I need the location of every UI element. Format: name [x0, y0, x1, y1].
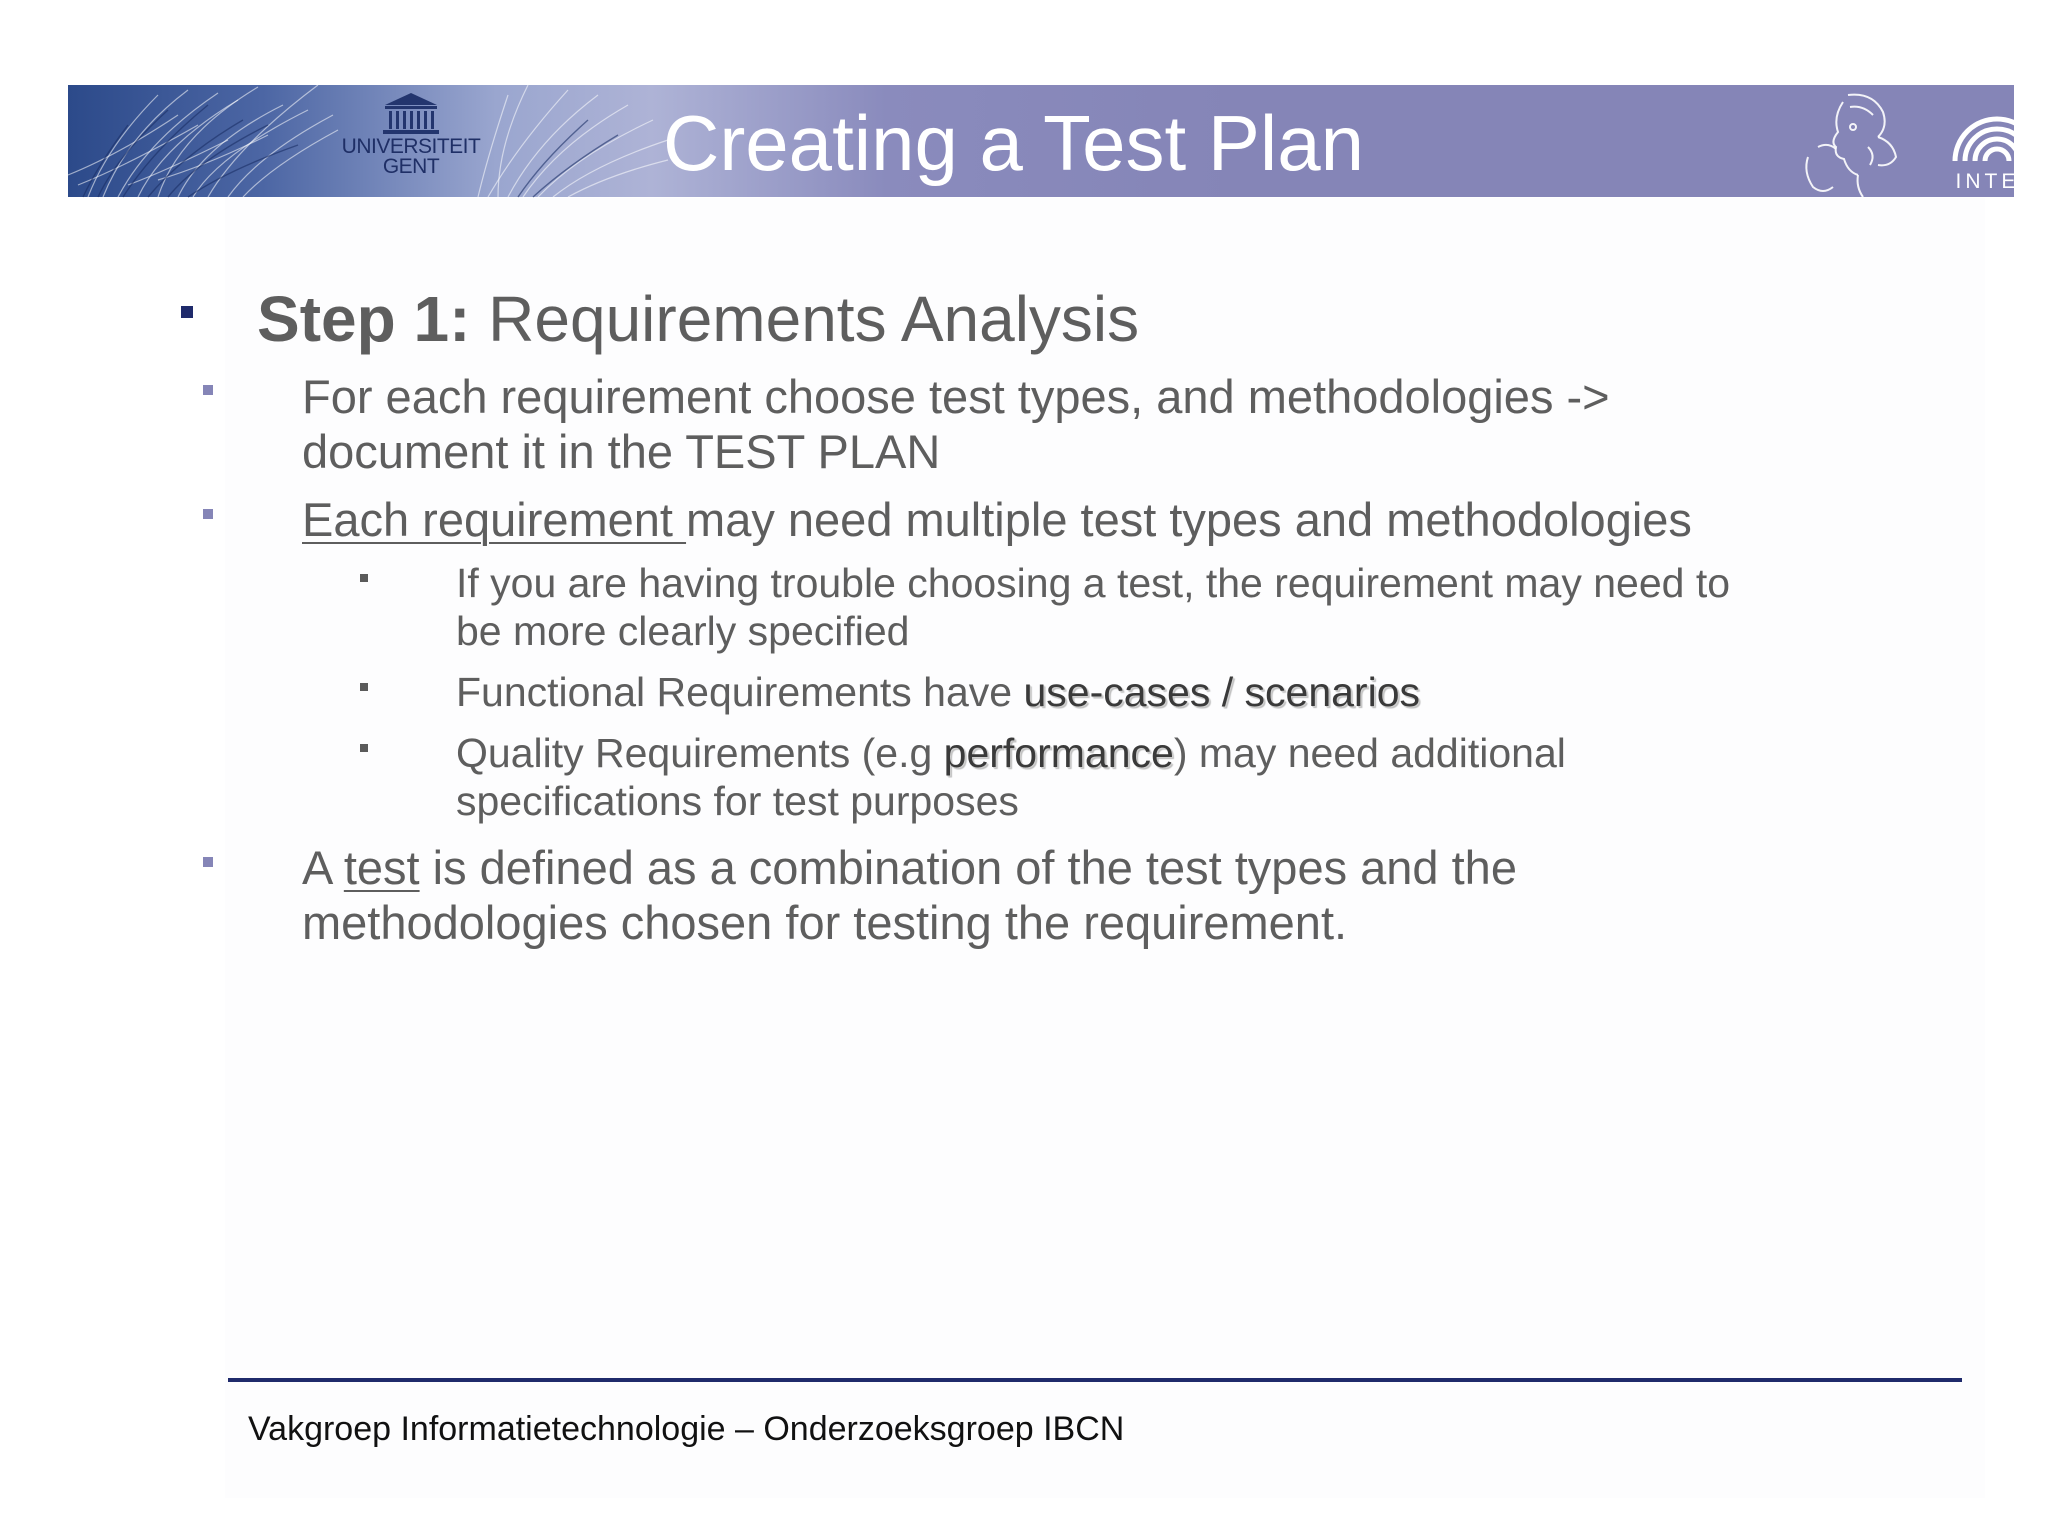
footer-divider — [228, 1378, 1962, 1382]
item2-underlined: Each requirement — [302, 493, 687, 546]
bullet-icon — [181, 306, 193, 318]
sub2-emphasis: use-cases / scenarios — [1023, 669, 1420, 715]
item1-line2: document it in the TEST PLAN — [302, 425, 941, 478]
intec-logo-text: INTEC — [1955, 170, 2039, 193]
item1-line1: For each requirement choose test types, and methodologies -> — [302, 370, 1610, 423]
bullet-icon — [360, 683, 368, 691]
sub3-pre: Quality Requirements (e.g — [456, 730, 944, 776]
bullet-icon — [203, 385, 213, 395]
header-banner — [68, 85, 2039, 197]
item3-rest: is defined as a combination of the test types and the — [419, 841, 1517, 894]
item3-pre: A — [302, 841, 344, 894]
item3-line1 — [302, 840, 1517, 896]
athena-icon — [1778, 87, 1908, 197]
ugent-logo — [336, 91, 486, 191]
sub3-post: ) may need additional — [1173, 730, 1566, 776]
item2-rest: may need multiple test types and methodologies — [686, 493, 1692, 546]
sub3-emphasis: performance — [943, 730, 1174, 776]
ugent-logo-line1: UNIVERSITEIT — [341, 135, 481, 158]
page-title: Creating a Test Plan — [663, 99, 1364, 187]
bullet-icon — [360, 744, 368, 752]
item3-underlined: test — [343, 841, 420, 894]
intec-arc-icon — [1949, 91, 2045, 163]
intec-logo — [1942, 91, 2052, 194]
building-icon — [381, 91, 441, 137]
bullet-icon — [203, 857, 213, 867]
ugent-logo-line2: GENT — [382, 155, 440, 178]
bullet-icon — [203, 509, 213, 519]
step-title: Requirements Analysis — [470, 283, 1140, 355]
item3-line2: methodologies chosen for testing the requirement. — [302, 896, 1348, 949]
sub1-line2: be more clearly specified — [456, 608, 910, 654]
sub3-line2: specifications for test purposes — [456, 778, 1019, 824]
sub3-line1 — [456, 729, 1566, 777]
bullet-icon — [360, 574, 368, 582]
step-heading — [257, 284, 1139, 354]
footer-text: Vakgroep Informatietechnologie – Onderzoeksgroep IBCN — [248, 1410, 1125, 1448]
sub2-text: Functional Requirements have — [456, 669, 1024, 715]
sub1-line1: If you are having trouble choosing a test, the requirement may need to — [456, 560, 1731, 606]
item2-line — [302, 492, 1692, 548]
step-label: Step 1: — [257, 283, 471, 355]
sub2-line — [456, 668, 1420, 716]
